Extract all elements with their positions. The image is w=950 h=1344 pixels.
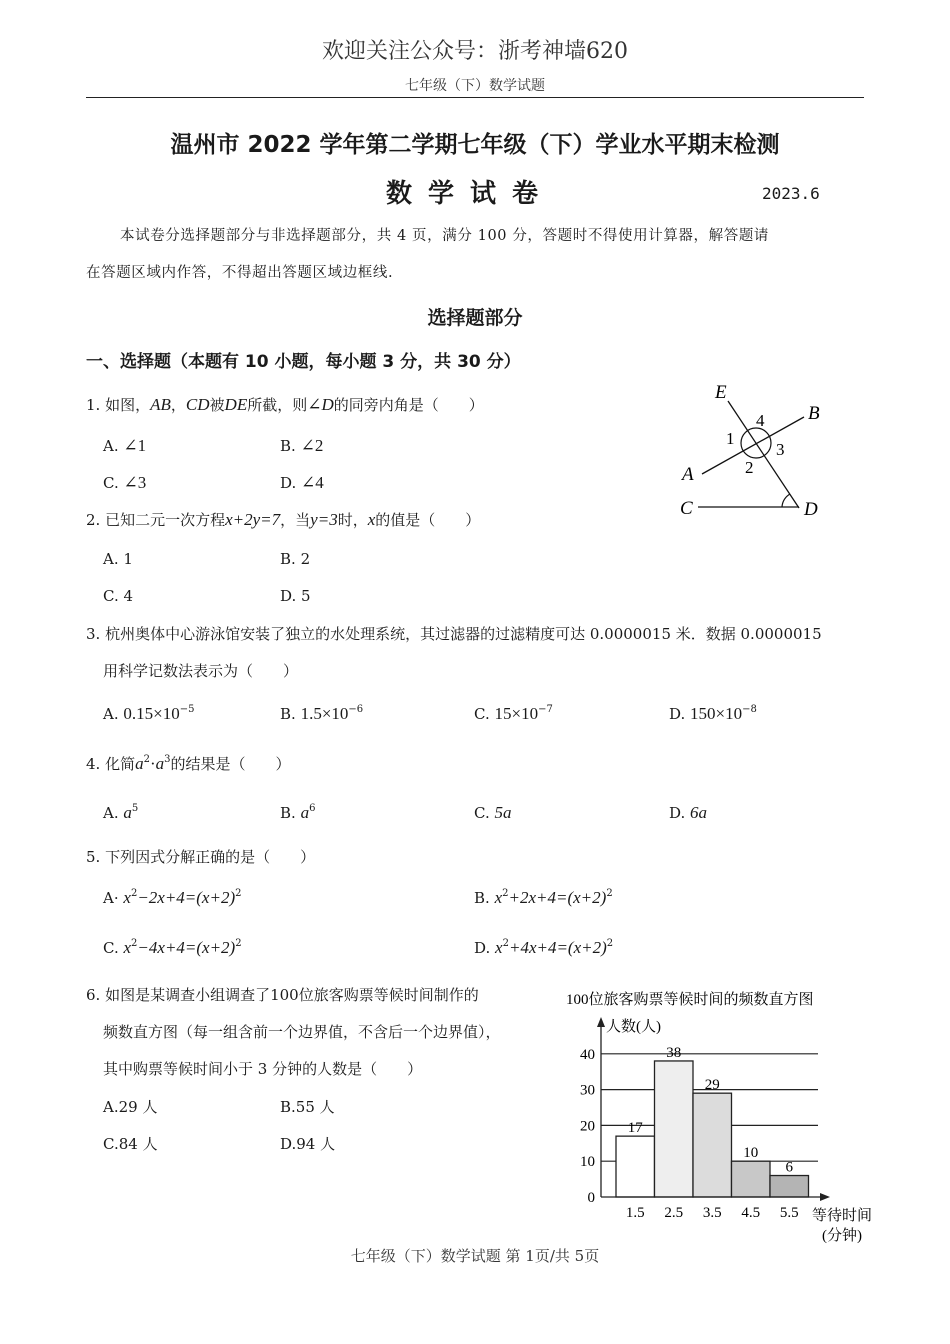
x-tick-label: 3.5 bbox=[702, 1205, 722, 1221]
option-5d[interactable] bbox=[474, 938, 613, 958]
math-angle-d: ∠D bbox=[307, 395, 334, 414]
option-2d[interactable] bbox=[280, 587, 311, 605]
question-4 bbox=[86, 753, 291, 774]
question-text: ， bbox=[170, 396, 186, 414]
label-angle-2: 2 bbox=[745, 458, 754, 477]
running-head: 七年级（下）数学试题 bbox=[405, 78, 545, 94]
question-text: 化简 bbox=[105, 755, 136, 773]
math-de: DE bbox=[224, 395, 248, 414]
header-divider bbox=[86, 97, 864, 98]
option-exponent: 2 bbox=[130, 888, 138, 899]
option-label: B. bbox=[280, 437, 296, 455]
question-text: 杭州奥体中心游泳馆安装了独立的水处理系统，其过滤器的过滤精度可达 0.0000015 米．数据 0.0000015 bbox=[105, 625, 822, 643]
x-axis-label-line-1: 等待时间 bbox=[812, 1208, 873, 1224]
option-var: x bbox=[123, 938, 132, 957]
option-2b[interactable] bbox=[280, 550, 310, 568]
page-footer: 七年级（下）数学试题 第 1页/共 5页 bbox=[350, 1247, 600, 1265]
question-5 bbox=[86, 846, 315, 867]
math-dot: · bbox=[149, 754, 156, 773]
math-var: a bbox=[155, 754, 165, 773]
option-6a[interactable] bbox=[103, 1096, 157, 1117]
option-3d[interactable] bbox=[669, 704, 757, 724]
option-value: 29 人 bbox=[118, 1098, 158, 1116]
math-var: x bbox=[367, 510, 376, 529]
option-label: D. bbox=[669, 705, 686, 723]
label-d: D bbox=[804, 499, 818, 520]
label-angle-4: 4 bbox=[756, 411, 765, 430]
math-exponent: 2 bbox=[143, 754, 150, 765]
y-tick-label: 10 bbox=[580, 1154, 595, 1171]
label-angle-1: 1 bbox=[726, 429, 735, 448]
x-tick-label: 5.5 bbox=[779, 1205, 799, 1221]
option-value: 55 人 bbox=[295, 1098, 335, 1116]
option-5b[interactable] bbox=[474, 888, 613, 908]
x-tick-label: 2.5 bbox=[664, 1205, 684, 1221]
option-exponent: 2 bbox=[235, 938, 242, 949]
x-tick-label: 1.5 bbox=[625, 1205, 645, 1221]
option-2a[interactable] bbox=[103, 550, 133, 568]
option-value: 2 bbox=[300, 550, 311, 568]
option-3c[interactable] bbox=[474, 704, 553, 724]
chart-title: 100位旅客购票等候时间的频数直方图 bbox=[566, 992, 814, 1008]
option-value: 1.5×10 bbox=[300, 704, 349, 723]
option-label: B. bbox=[474, 889, 490, 907]
option-value: 6a bbox=[690, 803, 708, 822]
option-label: A· bbox=[103, 889, 119, 907]
histogram-bar bbox=[655, 1061, 694, 1197]
x-tick-label: 4.5 bbox=[741, 1205, 761, 1221]
option-value: ∠2 bbox=[300, 436, 324, 455]
option-value: −2x+4=(x+2) bbox=[137, 888, 236, 907]
option-value: a bbox=[123, 803, 132, 822]
option-2c[interactable] bbox=[103, 587, 133, 605]
option-1c[interactable] bbox=[103, 473, 146, 493]
question-1 bbox=[86, 394, 484, 415]
math-condition: y=3 bbox=[310, 510, 338, 529]
question-number: 4. bbox=[86, 755, 101, 773]
option-6c[interactable] bbox=[103, 1133, 158, 1154]
option-label: B. bbox=[280, 550, 296, 568]
x-axis-arrow-icon bbox=[820, 1193, 830, 1201]
option-value: 1 bbox=[123, 550, 133, 568]
option-value: 0.15×10 bbox=[123, 704, 180, 723]
histogram-bar bbox=[693, 1093, 732, 1197]
question-text: 如图， bbox=[105, 396, 151, 414]
y-tick-label: 20 bbox=[580, 1118, 595, 1135]
option-value: 150×10 bbox=[690, 704, 743, 723]
option-var: x bbox=[494, 888, 503, 907]
watermark-text: 欢迎关注公众号：浙考神墙620 bbox=[322, 39, 628, 64]
question-6-line-1 bbox=[86, 984, 479, 1005]
option-label: C. bbox=[103, 587, 119, 605]
option-label: C. bbox=[103, 474, 119, 492]
label-b: B bbox=[808, 403, 820, 424]
option-exponent: 2 bbox=[502, 938, 509, 949]
math-equation: x+2y=7 bbox=[225, 510, 281, 529]
option-exponent: −7 bbox=[538, 704, 553, 715]
option-label: A. bbox=[103, 1098, 119, 1116]
question-text: 被 bbox=[209, 396, 225, 414]
option-value: 4 bbox=[123, 587, 134, 605]
label-c: C bbox=[680, 498, 693, 519]
option-label: D. bbox=[280, 587, 297, 605]
option-value: 94 人 bbox=[296, 1135, 336, 1153]
option-label: D. bbox=[474, 939, 491, 957]
exam-date: 2023.6 bbox=[762, 184, 820, 203]
option-4b[interactable] bbox=[280, 803, 315, 823]
option-label: C. bbox=[103, 939, 119, 957]
question-text: 所截，则 bbox=[247, 396, 308, 414]
bar-data-label: 10 bbox=[743, 1145, 759, 1162]
bar-data-label: 38 bbox=[666, 1044, 682, 1061]
option-exponent: 2 bbox=[502, 888, 509, 899]
option-exponent: 6 bbox=[309, 803, 316, 814]
x-axis-label-line-2: (分钟) bbox=[822, 1228, 862, 1244]
question-text: 的结果是（ ） bbox=[170, 755, 291, 773]
option-label: A. bbox=[103, 705, 119, 723]
geometry-figure bbox=[660, 370, 840, 530]
y-axis-label: 人数(人) bbox=[606, 1019, 661, 1035]
histogram-bar bbox=[616, 1136, 655, 1197]
option-3a[interactable] bbox=[103, 704, 194, 724]
option-var: x bbox=[123, 888, 131, 907]
question-text: 如图是某调查小组调查了100位旅客购票等候时间制作的 bbox=[105, 986, 479, 1004]
question-6-line-3: 其中购票等候时间小于 3 分钟的人数是（ ） bbox=[103, 1060, 423, 1078]
option-value: ∠4 bbox=[301, 473, 324, 492]
option-exponent: −6 bbox=[348, 704, 364, 715]
option-label: C. bbox=[474, 705, 490, 723]
option-1b[interactable] bbox=[280, 436, 323, 456]
option-exponent: 2 bbox=[606, 938, 614, 949]
label-angle-3: 3 bbox=[776, 440, 785, 459]
option-label: C. bbox=[103, 1135, 119, 1153]
option-label: C. bbox=[474, 804, 490, 822]
exam-title: 温州市 2022 学年第二学期七年级（下）学业水平期末检测 bbox=[170, 132, 780, 158]
question-number: 5. bbox=[86, 848, 101, 866]
question-text: 的同旁内角是（ ） bbox=[333, 396, 484, 414]
option-6b[interactable] bbox=[280, 1096, 335, 1117]
option-exponent: −5 bbox=[179, 704, 195, 715]
histogram-bar bbox=[770, 1176, 809, 1197]
option-exponent: 2 bbox=[131, 938, 138, 949]
question-text: ，当 bbox=[280, 511, 311, 529]
label-a: A bbox=[682, 464, 694, 485]
option-label: A. bbox=[103, 437, 119, 455]
question-6-line-2: 频数直方图（每一组含前一个边界值，不含后一个边界值）， bbox=[103, 1023, 501, 1041]
option-label: D. bbox=[280, 1135, 297, 1153]
option-value: ∠1 bbox=[123, 436, 147, 455]
option-5c[interactable] bbox=[103, 938, 242, 958]
option-label: B. bbox=[280, 1098, 296, 1116]
option-value: +4x+4=(x+2) bbox=[508, 938, 607, 957]
instructions-line-1: 本试卷分选择题部分与非选择题部分，共 4 页，满分 100 分，答题时不得使用计算器，解答题请 bbox=[120, 228, 770, 244]
label-e: E bbox=[715, 382, 727, 403]
option-label: A. bbox=[103, 550, 119, 568]
option-value: 5a bbox=[494, 803, 512, 822]
bar-data-label: 17 bbox=[627, 1120, 643, 1137]
option-exponent: 2 bbox=[606, 888, 613, 899]
option-exponent: 5 bbox=[131, 803, 139, 814]
option-exponent: −8 bbox=[742, 704, 757, 715]
option-value: a bbox=[300, 803, 310, 822]
question-3-line-2: 用科学记数法表示为（ ） bbox=[103, 662, 299, 680]
angle-d-arc bbox=[782, 494, 790, 507]
option-var: x bbox=[495, 938, 503, 957]
question-number: 2. bbox=[86, 511, 101, 529]
question-number: 6. bbox=[86, 986, 101, 1004]
question-text: 的值是（ ） bbox=[375, 511, 481, 529]
option-value: 5 bbox=[301, 587, 311, 605]
bar-data-label: 29 bbox=[704, 1077, 720, 1094]
question-2 bbox=[86, 509, 480, 530]
option-4d[interactable] bbox=[669, 803, 707, 823]
y-axis-arrow-icon bbox=[597, 1017, 605, 1027]
math-ab: AB bbox=[150, 395, 171, 414]
option-label: D. bbox=[280, 474, 297, 492]
instructions-line-2: 在答题区域内作答，不得超出答题区域边框线. bbox=[86, 265, 394, 281]
option-value: 15×10 bbox=[494, 704, 539, 723]
option-label: D. bbox=[669, 804, 686, 822]
option-label: B. bbox=[280, 705, 296, 723]
option-1a[interactable] bbox=[103, 436, 146, 456]
question-number: 1. bbox=[86, 396, 101, 414]
option-label: B. bbox=[280, 804, 296, 822]
option-value: ∠3 bbox=[123, 473, 147, 492]
option-4c[interactable] bbox=[474, 803, 512, 823]
option-value: 84 人 bbox=[118, 1135, 158, 1153]
option-6d[interactable] bbox=[280, 1133, 335, 1154]
option-value: +2x+4=(x+2) bbox=[508, 888, 607, 907]
option-4a[interactable] bbox=[103, 803, 138, 823]
part-title: 一、选择题（本题有 10 小题，每小题 3 分，共 30 分） bbox=[86, 352, 521, 372]
question-text: 已知二元一次方程 bbox=[105, 511, 226, 529]
histogram-chart bbox=[560, 985, 880, 1250]
math-var: a bbox=[135, 754, 144, 773]
option-1d[interactable] bbox=[280, 473, 324, 493]
math-exponent: 3 bbox=[164, 754, 171, 765]
option-value: −4x+4=(x+2) bbox=[137, 938, 236, 957]
option-3b[interactable] bbox=[280, 704, 363, 724]
y-tick-label: 40 bbox=[580, 1046, 595, 1063]
y-tick-label: 0 bbox=[587, 1190, 595, 1206]
section-title: 选择题部分 bbox=[427, 307, 523, 329]
option-exponent: 2 bbox=[235, 888, 242, 899]
question-3-line-1 bbox=[86, 623, 822, 644]
bar-data-label: 6 bbox=[785, 1159, 793, 1176]
y-tick-label: 30 bbox=[580, 1082, 595, 1099]
question-text: 下列因式分解正确的是（ ） bbox=[105, 848, 316, 866]
histogram-bar bbox=[732, 1161, 771, 1197]
question-number: 3. bbox=[86, 625, 101, 643]
exam-subtitle: 数学试卷 bbox=[386, 179, 555, 209]
option-label: A. bbox=[103, 804, 119, 822]
question-text: 时， bbox=[337, 511, 368, 529]
math-cd: CD bbox=[185, 395, 210, 414]
option-5a[interactable] bbox=[103, 888, 242, 908]
